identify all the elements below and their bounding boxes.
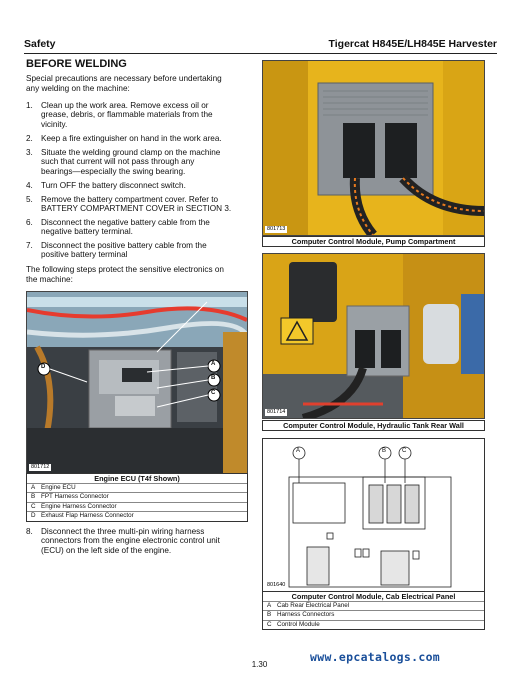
legend-item (27, 502, 247, 511)
legend-letter: D (31, 512, 36, 520)
legend-text: Cab Rear Electrical Panel (277, 602, 350, 609)
header-rule (24, 53, 497, 54)
section-title: BEFORE WELDING (26, 58, 127, 70)
legend-letter: B (31, 493, 36, 501)
callout-a: A (296, 448, 301, 454)
callout-c: C (402, 448, 407, 454)
step-8 (26, 527, 254, 555)
legend-text: FPT Harness Connector (41, 493, 109, 501)
pump-caption: Computer Control Module, Pump Compartment (262, 236, 485, 247)
step-line: Disconnect the negative battery cable from the (41, 218, 210, 227)
legend-letter: C (31, 502, 36, 510)
cab-caption: Computer Control Module, Cab Electrical Panel (262, 591, 485, 602)
protect-line: The following steps protect the sensitive electronics on (26, 265, 224, 274)
step-line: positive battery terminal (41, 250, 128, 260)
step-line: (ECU) on the left side of the engine. (41, 545, 172, 555)
step-line: negative battery terminal. (41, 227, 133, 237)
cab-legend (262, 601, 485, 630)
step-number: 2. (26, 134, 33, 143)
step-7 (26, 241, 254, 260)
step-number: 1. (26, 101, 33, 110)
watermark-link[interactable]: www.epcatalogs.com (310, 650, 441, 664)
step-3 (26, 148, 254, 176)
figure-number: 801713 (267, 226, 286, 232)
callout-b: B (211, 375, 216, 381)
legend-item (263, 610, 484, 619)
step-line: Keep a fire extinguisher on hand in the work area. (41, 134, 222, 143)
legend-text: Engine ECU (41, 484, 76, 491)
legend-item (263, 601, 484, 610)
legend-text: Control Module (277, 620, 320, 628)
intro-paragraph (26, 74, 222, 93)
intro-line: any welding on the machine: (26, 83, 130, 93)
step-number: 3. (26, 148, 33, 157)
protect-line: the machine: (26, 274, 73, 284)
engine-ecu-photo (26, 291, 248, 474)
legend-item (27, 492, 247, 501)
legend-text: Harness Connectors (277, 611, 335, 619)
protect-paragraph (26, 265, 224, 284)
legend-item (263, 620, 484, 629)
header-model: Tigercat H845E/LH845E Harvester (328, 38, 497, 50)
step-line: Disconnect the positive battery cable from the (41, 241, 207, 250)
legend-text: Exhaust Flap Harness Connector (41, 512, 134, 520)
callout-b: B (382, 448, 387, 454)
intro-line: Special precautions are necessary before undertaking (26, 74, 222, 83)
step-2 (26, 134, 254, 143)
step-line: Clean up the work area. Remove excess oil or (41, 101, 209, 110)
legend-item (27, 511, 247, 520)
legend-letter: A (31, 484, 36, 491)
step-line: BATTERY COMPARTMENT COVER in SECTION 3. (41, 204, 232, 214)
step-line: such that current will not pass through any (41, 157, 195, 167)
ecu-legend (26, 483, 248, 522)
figure-number: 801712 (31, 464, 50, 470)
step-line: connectors from the engine electronic control unit (41, 536, 220, 546)
figure-number: 801714 (267, 409, 286, 415)
header-section: Safety (24, 38, 56, 50)
step-number: 8. (26, 527, 33, 536)
step-line: Disconnect the three multi-pin wiring harness (41, 527, 205, 536)
legend-letter: B (267, 611, 272, 619)
step-1 (26, 101, 254, 129)
legend-item (27, 483, 247, 492)
legend-letter: A (267, 602, 272, 609)
callout-a: A (211, 361, 216, 367)
hydraulic-caption: Computer Control Module, Hydraulic Tank Rear Wall (262, 420, 485, 431)
step-line: grease, debris, or flammable materials from the (41, 110, 213, 120)
step-number: 7. (26, 241, 33, 250)
step-number: 4. (26, 181, 33, 190)
figure-number: 801640 (267, 582, 286, 588)
step-line: Remove the battery compartment cover. Refer to (41, 195, 219, 204)
pump-compartment-photo (262, 60, 485, 236)
step-6 (26, 218, 254, 237)
step-number: 6. (26, 218, 33, 227)
step-line: vicinity. (41, 119, 68, 129)
step-line: bearings—especially the swing bearing. (41, 166, 186, 176)
legend-text: Engine Harness Connector (41, 502, 117, 510)
callout-c: C (211, 390, 216, 396)
callout-d: D (41, 364, 46, 370)
step-number: 5. (26, 195, 33, 204)
step-5 (26, 195, 254, 214)
hydraulic-tank-photo (262, 253, 485, 419)
legend-letter: C (267, 620, 272, 628)
page-number: 1.30 (251, 660, 268, 669)
step-4 (26, 181, 254, 190)
page-header (24, 38, 497, 52)
cab-panel-drawing (262, 438, 485, 592)
step-line: Turn OFF the battery disconnect switch. (41, 181, 186, 190)
ecu-caption: Engine ECU (T4f Shown) (26, 473, 248, 484)
step-line: Situate the welding ground clamp on the machine (41, 148, 221, 157)
